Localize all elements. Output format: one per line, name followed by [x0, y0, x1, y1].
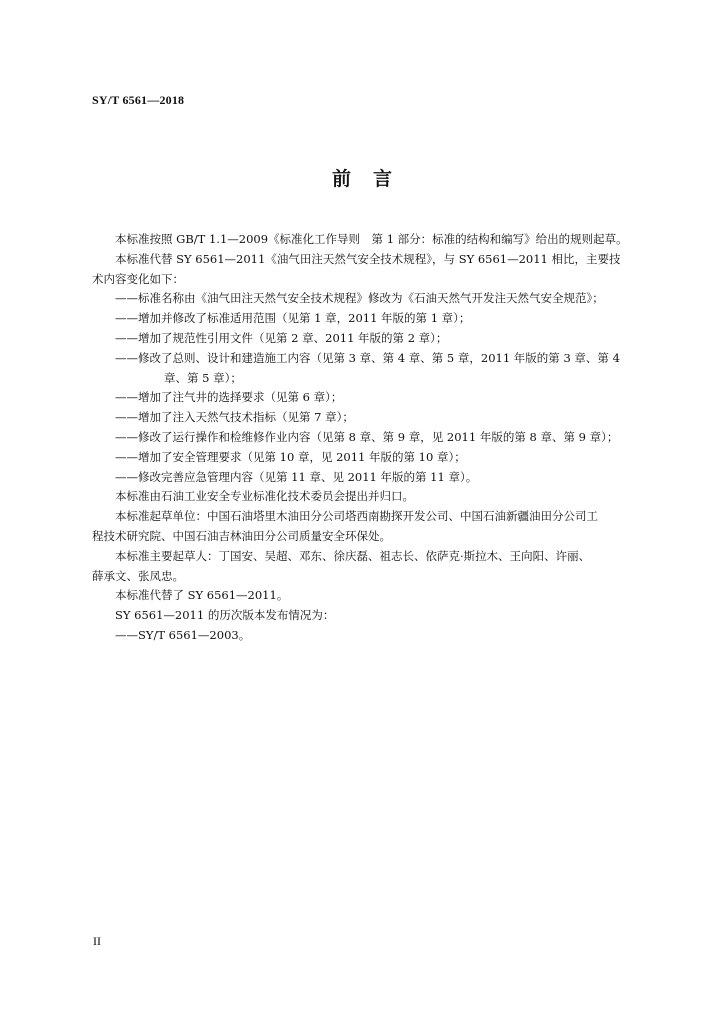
change-item: ——增加了注入天然气技术指标（见第 7 章）；: [115, 410, 354, 425]
change-item: ——修改了运行操作和检维修作业内容（见第 8 章、第 9 章，见 2011 年版的第 8 章、第 9 章）；: [115, 429, 619, 444]
preface-body: [92, 230, 632, 646]
page-title: 前言: [331, 168, 414, 190]
change-item: ——修改完善应急管理内容（见第 11 章、见 2011 年版的第 11 章）。: [115, 469, 478, 484]
change-item: ——增加了安全管理要求（见第 10 章，见 2011 年版的第 10 章）；: [115, 449, 466, 464]
paragraph-drafting-units-cont: 程技术研究院、中国石油吉林油田分公司质量安全环保处。: [92, 528, 391, 543]
paragraph-drafting-rules: 本标准按照 GB/T 1.1—2009《标准化工作导则 第 1 部分：标准的结构和编写》给出的规则起草。: [115, 232, 628, 246]
paragraph-proposer: 本标准由石油工业安全专业标准化技术委员会提出并归口。: [115, 489, 414, 504]
paragraph-replacement-cont: 术内容变化如下：: [92, 271, 184, 286]
change-item: ——增加了规范性引用文件（见第 2 章、2011 年版的第 2 章）；: [115, 330, 448, 345]
change-item-cont: 章、第 5 章）；: [164, 370, 242, 385]
change-item: ——增加了注气井的选择要求（见第 6 章）；: [115, 390, 343, 405]
change-item: ——标准名称由《油气田注天然气安全技术规程》修改为《石油天然气开发注天然气安全规范》；: [115, 291, 604, 306]
paragraph-supersedes: 本标准代替了 SY 6561—2011。: [115, 588, 289, 603]
change-item: ——修改了总则、设计和建造施工内容（见第 3 章、第 4 章、第 5 章，2011 年版的第 3 章、第 4: [115, 350, 620, 365]
paragraph-drafting-units: 本标准起草单位：中国石油塔里木油田分公司塔西南勘探开发公司、中国石油新疆油田分公司工: [115, 509, 598, 524]
paragraph-replacement: 本标准代替 SY 6561—2011《油气田注天然气安全技术规程》，与 SY 6561—2011 相比，主要技: [115, 251, 621, 266]
page-number: II: [93, 934, 101, 948]
paragraph-drafters: 本标准主要起草人：丁国安、吴超、邓东、徐庆磊、祖志长、依萨克·斯拉木、王向阳、许丽、: [115, 548, 591, 563]
paragraph-history: SY 6561—2011 的历次版本发布情况为：: [115, 608, 335, 623]
history-item: ——SY/T 6561—2003。: [115, 627, 251, 642]
paragraph-drafters-cont: 薛承文、张凤忠。: [92, 568, 184, 583]
standard-code: SY/T 6561—2018: [92, 93, 185, 107]
change-item: ——增加并修改了标准适用范围（见第 1 章，2011 年版的第 1 章）；: [115, 311, 471, 326]
